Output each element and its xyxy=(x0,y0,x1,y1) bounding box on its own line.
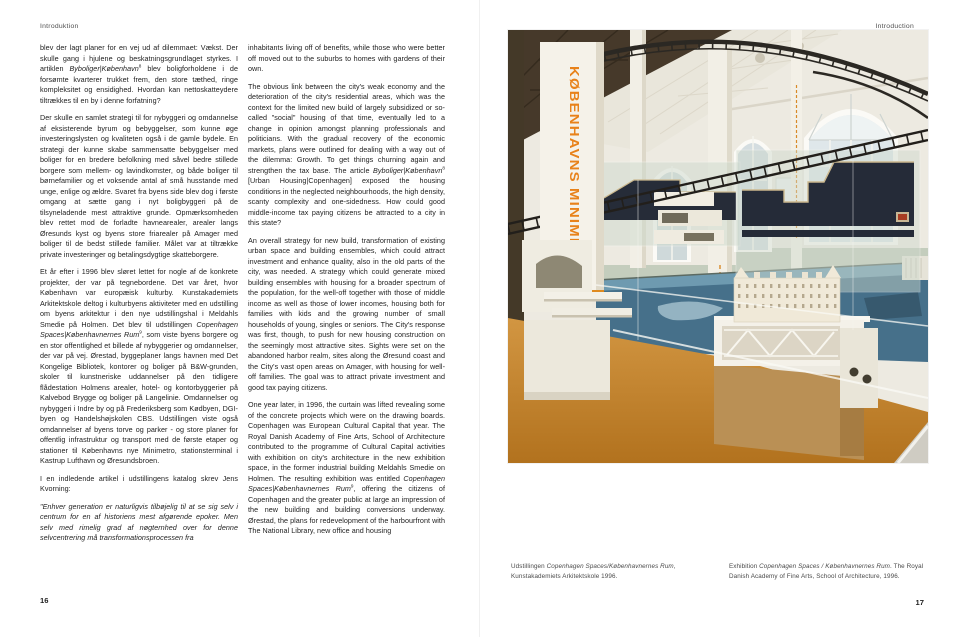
section-model-right xyxy=(736,150,920,292)
danish-text-column xyxy=(40,43,238,551)
paragraph-quote: "Enhver generation er naturligvis tilbøjelig til at se sig selv i centrum for en af historiens mest afgørende epoker. Men selv med rimelig grad af nøgternhed over for denne selvcentrering må transformationsprocessen fra xyxy=(40,501,238,542)
paragraph: The obvious link between the city's weak economy and the deterioration of the city's residential areas, which was the context for the limited new build of largely subsidized or so-called "social" housing of that time, eventually led to a change in opinion amongst planning professionals and politicians. With the gradual recovery of the economic markets, plans were outlined for dealing with a way out of the dilemma: Growth. To get things churning again and strengthen the tax base. The article Byboliger|København$^8$ [Urban Housing|Copenhagen] exposed the housing conditions in the neglected neighbourhoods, the high density, scanty complexity and one-sidedness. How could good middle-income tax paying citizens be attracted to a city in this state? xyxy=(248,81,445,227)
paragraph: Der skulle en samlet strategi til for nybyggeri og omdannelse af eksisterende byrum og bebyggelser, som kunne øge investeringslysten og kvaliteten også i de gamle bydele. En strategi der kunne skabe sammensatte bebyggelser med boliger for en bredere befolkning med såvel bedre stillede borgere som mellem- og lavindkomster, og både boliger til børnefamilier og et voksende antal af små husstande med unge, enlige og ældre. Svaret fra byens side blev dog i første omgang at sætte gang i nyt boligbyggeri på de tilsyneladende mest attraktive grunde. Opmærksomheden blev rettet mod de forladte havnearealer, arealer langs Øresunds kyst og byens store friarealer på Amager med boliger til de bedst stillede familier. Målet var at tiltrække private investeringer og betalingsdygtige skatteborgere. xyxy=(40,113,238,259)
paragraph: An overall strategy for new build, transformation of existing urban space and building ensembles, which could attract investment and enhance quality, also in the old parts of the city, was needed. A strategy which could generate mixed building ensembles with housing for a broader spectrum of the population, for the well-off together with those of middle income as well as those of lower incomes, housing both for families with kids and the growing number of small households of young, singles or seniors. The City's response was first, though, to push for new housing construction on the seemingly most attractive sites. Sights were set on the abandoned harbor realm, sites along the Øresund coast and the City's vast open areas on Amager, with housing for well-off families. The goal was to attract private investment and good tax paying citizens. xyxy=(248,235,445,392)
page-number-right: 17 xyxy=(915,598,924,607)
caption-danish: Udstillingen Copenhagen Spaces/Københavnernes Rum, Kunstakademiets Arkitektskole 1996. xyxy=(511,563,676,580)
running-head-left: Introduktion xyxy=(40,23,79,30)
spread-gutter xyxy=(479,0,480,637)
caption-english: Exhibition Copenhagen Spaces / Københavnernes Rum. The Royal Danish Academy of Fine Arts, School of Architecture, 1996. xyxy=(729,563,924,580)
paragraph: One year later, in 1996, the curtain was lifted revealing some of the concrete projects which were on the drawing boards. Copenhagen was European Cultural Capital that year. The Royal Danish Academy of Fine Arts, School of Architecture contributed to the programme of Cultural Capital activities with exhibition on city's architecture in the new exhibition space, in the former industrial building Meldahls Smedie on Holmen. The resulting exhibition was entitled Copenhagen Spaces|Københavnernes Rum$^9$, offering the citizens of Copenhagen and the greater public at large an impression of the new building and building conversions underway. Ørestad, the plans for redevelopment of the harbourfront with The National Library, new office and housing xyxy=(248,400,446,535)
english-text-column xyxy=(248,43,445,544)
paragraph: inhabitants living off of benefits, while those who were better off moved out to the suburbs to homes with gardens of their own. xyxy=(248,43,445,73)
left-wall-edge xyxy=(508,30,524,330)
paragraph: blev der lagt planer for en vej ud af dilemmaet: Vækst. Der skulle gang i hjulene og beskatningsgrundlaget styrkes. I artiklen Byboliger|København$^8$ blev boligforholdene i de forsømte kvarterer trukket frem, den store tæthed, ringe kompleksitet og ensidighed. Hvordan kan nettoskatteydere tiltrækkes til en by i denne forfatning? xyxy=(40,43,238,105)
exhibition-photo xyxy=(508,30,928,463)
paragraph: Et år efter i 1996 blev sløret lettet for nogle af de konkrete projekter, der var på tegnebordene. Det var året, hvor København var europæisk kulturby. Kunstakademiets Arkitektskole deltog i kulturbyens aktiviteter med en udstilling om byens arkitektur i den nye udstillingshal i Meldahls Smedie på Holmen. Det blev til udstillingen Copenhagen Spaces|Københavnernes Rum$^9$, som viste byens borgere og en stor offentlighed et billede af nybyggerier og omdannelser, der var på vej. Ørestad, byggeplaner langs havnen med Det Kongelige Bibliotek, kontorer og boliger på B&W-grunden, skoler til kunstneriske uddannelser på den tidligere flådestation Holmens arealer, hotel- og kontorbyggerier på Kalvebod Brygge og boliger på Langelinie. Omdannelser og nybyggeri i Indre by og på Frederiksberg som Kødbyen, DGI-byen og Handelshøjskolen CBS. Udstillingen viste også omdannelser af byens torve og parker - og store planer for offentlig infrastruktur og transport med de første etaper og stationer til Københavns nye Minimetro, stationsterminal i Kastrup Lufthavn og Øresundsbroen. xyxy=(40,267,238,465)
paragraph: I en indledende artikel i udstillingens katalog skrev Jens Kvorning: xyxy=(40,473,238,493)
page-number-left: 16 xyxy=(40,596,49,605)
minimetro-banner-text: KØBENHAVNS MINIMETRO xyxy=(567,66,581,249)
running-head-right: Introduction xyxy=(875,23,914,30)
